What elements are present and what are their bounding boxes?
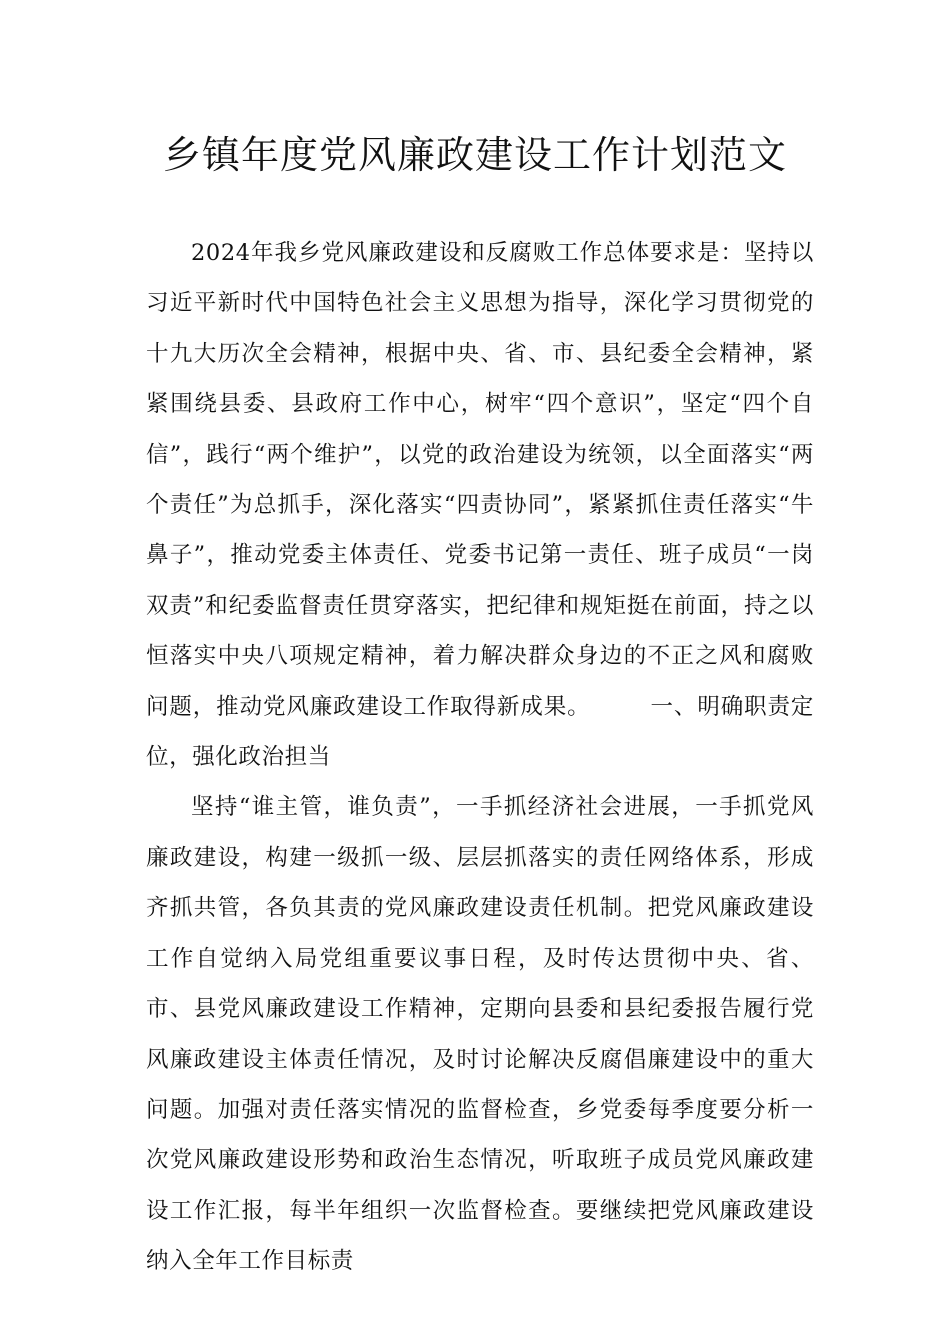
document-title: 乡镇年度党风廉政建设工作计划范文 [162, 133, 787, 177]
paragraph-overview-text: 2024年我乡党风廉政建设和反腐败工作总体要求是：坚持以习近平新时代中国特色社会主义思想为指导，深化学习贯彻党的十九大历次全会精神，根据中央、省、市、县纪委全会精神，紧紧围绕县委、县政府工作中心，树牢“四个意识”，坚定“四个自信”，践行“两个维护”，以党的政治建设为统领，以全面落实“两个责任”为总抓手，深化落实“四责协同”，紧紧抓住责任落实“牛鼻子”，推动党委主体责任、党委书记第一责任、班子成员“一岗双责”和纪委监督责任贯穿落实，把纪律和规矩挺在前面，持之以恒落实中央八项规定精神，着力解决群众身边的不正之风和腐败问题，推动党风廉政建设工作取得新成果。 [146, 240, 814, 720]
document-body [146, 228, 814, 1287]
paragraph-responsibility: 坚持“谁主管，谁负责”，一手抓经济社会进展，一手抓党风廉政建设，构建一级抓一级、层层抓落实的责任网络体系，形成齐抓共管，各负其责的党风廉政建设责任机制。把党风廉政建设工作自觉纳入局党组重要议事日程，及时传达贯彻中央、省、市、县党风廉政建设工作精神，定期向县委和县纪委报告履行党风廉政建设主体责任情况，及时讨论解决反腐倡廉建设中的重大问题。加强对责任落实情况的监督检查，乡党委每季度要分析一次党风廉政建设形势和政治生态情况，听取班子成员党风廉政建设工作汇报，每半年组织一次监督检查。要继续把党风廉政建设纳入全年工作目标责 [146, 794, 814, 1275]
paragraph-overview [146, 228, 814, 782]
section-heading-1: 一、明确职责定位，强化政治担当 [146, 693, 815, 771]
